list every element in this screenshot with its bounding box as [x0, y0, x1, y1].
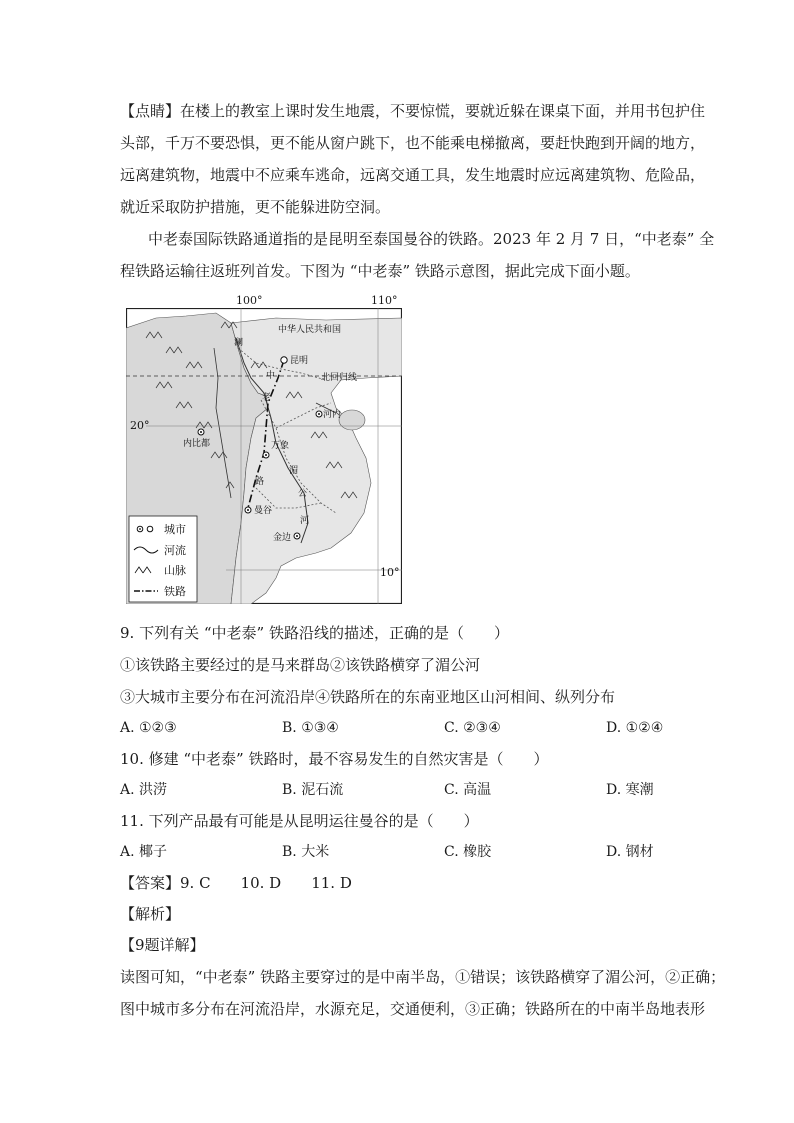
- detail-9-line-1: 读图可知，“中老泰” 铁路主要穿过的是中南半岛，①错误；该铁路横穿了湄公河，②正确；: [120, 968, 726, 986]
- map-mekong-char-2: 公: [298, 489, 308, 499]
- legend-city: 城市: [164, 523, 186, 536]
- tip-line-4: 就近采取防护措施，更不能躲进防空洞。: [120, 198, 391, 216]
- q9-option-a: A. ①②③: [120, 720, 177, 736]
- map-rail-char-1: 中: [266, 371, 276, 381]
- map-country-label: 中华人民共和国: [278, 325, 342, 335]
- map-lan-label: 澜: [234, 338, 244, 348]
- map-mekong-char-3: 河: [300, 516, 310, 526]
- map-mekong-char-1: 湄: [289, 466, 299, 476]
- lon-100-label: 100°: [236, 294, 263, 307]
- map-tropic-label: 北回归线: [321, 373, 358, 383]
- legend-mountain: 山脉: [164, 564, 186, 577]
- railway-map: [126, 308, 402, 604]
- map-vientiane-label: 万象: [271, 441, 290, 451]
- q10-option-c: C. 高温: [444, 782, 492, 798]
- legend-river: 河流: [164, 544, 186, 557]
- tip-line-3: 远离建筑物，地震中不应乘车逃命，远离交通工具，发生地震时应远离建筑物、危险品，: [120, 166, 706, 184]
- q9-option-d: D. ①②④: [606, 720, 664, 736]
- analysis-heading: 【解析】: [120, 905, 181, 923]
- lat-10-label: 10°: [380, 566, 400, 579]
- q11-option-d: D. 钢材: [606, 844, 654, 860]
- legend-railway: 铁路: [164, 585, 186, 598]
- answer-line: 【答案】9. C 10. D 11. D: [120, 874, 352, 892]
- q11-option-c: C. 橡胶: [444, 844, 492, 860]
- q11-stem: 11. 下列产品最有可能是从昆明运往曼谷的是（ ）: [120, 812, 479, 830]
- map-kunming-label: 昆明: [290, 356, 309, 366]
- q9-statements-2: ③大城市主要分布在河流沿岸④铁路所在的东南亚地区山河相间、纵列分布: [120, 688, 616, 706]
- q10-option-b: B. 泥石流: [282, 782, 344, 798]
- map-lu-label: 路: [255, 477, 265, 487]
- map-naypyidaw-label: 内比都: [183, 439, 211, 449]
- detail-9-heading: 【9题详解】: [120, 936, 205, 954]
- intro-line-1: 中老泰国际铁路通道指的是昆明至泰国曼谷的铁路。2023 年 2 月 7 日，“中老泰” 全: [148, 230, 715, 248]
- q10-option-a: A. 洪涝: [120, 782, 168, 798]
- lon-110-label: 110°: [371, 294, 398, 307]
- q11-option-a: A. 椰子: [120, 844, 168, 860]
- tip-line-1: 【点睛】在楼上的教室上课时发生地震，不要惊慌，要就近躲在课桌下面，并用书包护住: [120, 102, 706, 120]
- map-bangkok-label: 曼谷: [254, 506, 273, 516]
- q10-stem: 10. 修建 “中老泰” 铁路时，最不容易发生的自然灾害是（ ）: [120, 750, 549, 768]
- lat-20-label: 20°: [130, 419, 150, 432]
- detail-9-line-2: 图中城市多分布在河流沿岸，水源充足，交通便利，③正确；铁路所在的中南半岛地表形: [120, 1000, 706, 1018]
- q10-option-d: D. 寒潮: [606, 782, 654, 798]
- q9-option-c: C. ②③④: [444, 720, 501, 736]
- map-rail-char-2: 老: [262, 393, 272, 403]
- q11-option-b: B. 大米: [282, 844, 330, 860]
- map-hanoi-label: 河内: [323, 410, 342, 420]
- q9-stem: 9. 下列有关 “中老泰” 铁路沿线的描述，正确的是（ ）: [120, 624, 509, 642]
- q9-option-b: B. ①③④: [282, 720, 339, 736]
- q9-statements-1: ①该铁路主要经过的是马来群岛②该铁路横穿了湄公河: [120, 656, 481, 674]
- tip-line-2: 头部，千万不要恐惧，更不能从窗户跳下，也不能乘电梯撤离，要赶快跑到开阔的地方，: [120, 134, 706, 152]
- intro-line-2: 程铁路运输往返班列首发。下图为 “中老泰” 铁路示意图，据此完成下面小题。: [120, 262, 640, 280]
- map-phnompenh-label: 金边: [273, 533, 292, 543]
